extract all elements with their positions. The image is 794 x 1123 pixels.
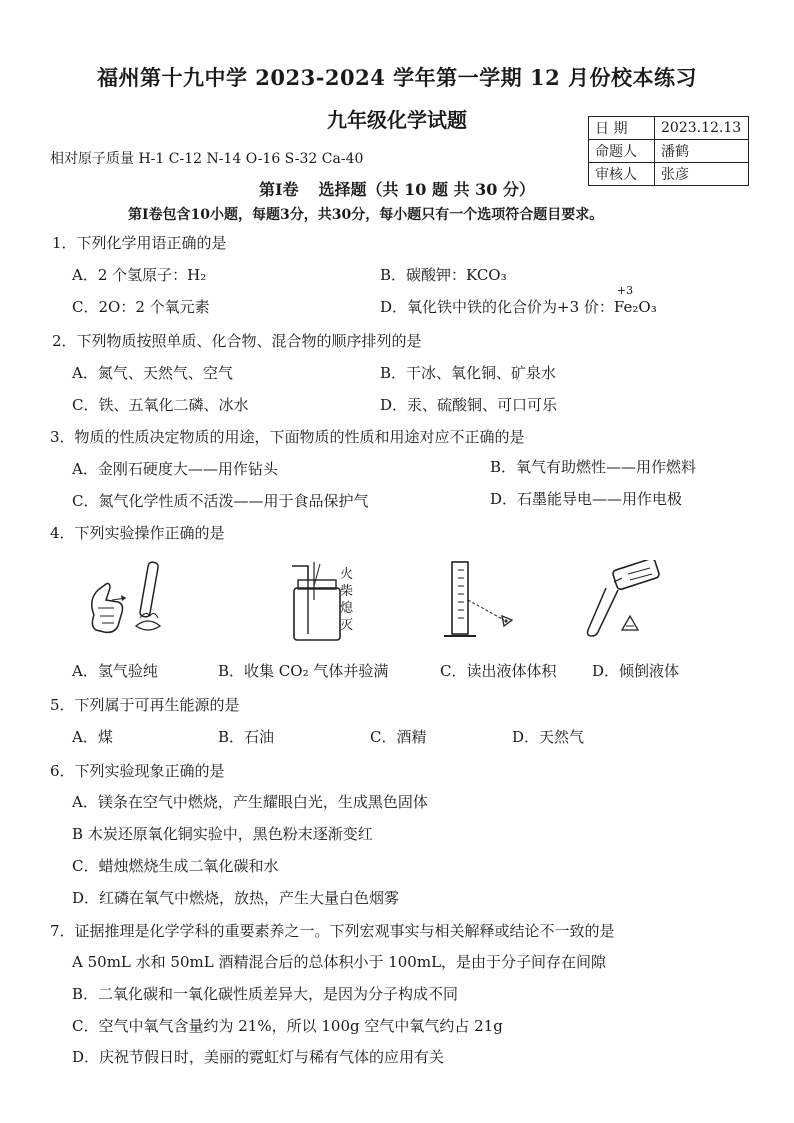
option-d: D．石墨能导电——用作电极 [490, 490, 683, 508]
exam-subtitle: 九年级化学试题 [327, 108, 467, 132]
option-c: C．酒精 [370, 728, 427, 746]
option-b: B．氧气有助燃性——用作燃料 [490, 458, 697, 476]
option-a: A．氮气、天然气、空气 [72, 364, 233, 382]
question-stem: 5．下列属于可再生能源的是 [50, 696, 240, 714]
exam-title: 福州第十九中学 2023-2024 学年第一学期 12 月份校本练习 [96, 65, 698, 90]
question-stem: 6．下列实验现象正确的是 [50, 762, 225, 780]
option-a: A．镁条在空气中燃烧，产生耀眼白光，生成黑色固体 [72, 793, 428, 811]
info-row-author [589, 140, 749, 163]
option-c: C．氮气化学性质不活泼——用于食品保护气 [72, 492, 369, 510]
section-note: 第Ⅰ卷包含10小题，每题3分，共30分，每小题只有一个选项符合题目要求。 [128, 207, 604, 223]
exam-info-table [588, 116, 749, 186]
formula-fe2o3 [613, 284, 657, 316]
option-c: C．铁、五氧化二磷、冰水 [72, 396, 249, 414]
question-stem: 7．证据推理是化学学科的重要素养之一。下列宏观事实与相关解释或结论不一致的是 [50, 922, 615, 940]
option-d: D．天然气 [512, 728, 585, 746]
option-a: A．煤 [72, 728, 113, 746]
option-d: D．倾倒液体 [592, 662, 680, 680]
option-c: C．读出液体体积 [440, 662, 557, 680]
info-label: 审核人 [589, 163, 655, 186]
section-part: 第Ⅰ卷 [259, 180, 299, 199]
question-stem: 2．下列物质按照单质、化合物、混合物的顺序排列的是 [52, 332, 422, 350]
match-extinguished-label: 火柴熄灭 [340, 567, 354, 633]
info-label: 命题人 [589, 140, 655, 163]
info-label: 日 期 [589, 117, 655, 140]
option-b: B 木炭还原氧化铜实验中，黑色粉末逐渐变红 [72, 825, 373, 843]
option-a: A．金刚石硬度大——用作钻头 [72, 460, 278, 478]
option-d: D．红磷在氧气中燃烧，放热，产生大量白色烟雾 [72, 889, 400, 907]
option-b: B．碳酸钾：KCO₃ [380, 266, 507, 284]
valence-mark: +3 [616, 284, 634, 297]
option-b: B．收集 CO₂ 气体并验满 [218, 662, 389, 680]
atomic-masses: 相对原子质量 H-1 C-12 N-14 O-16 S-32 Ca-40 [50, 151, 364, 167]
option-c: C．2O：2 个氧元素 [72, 298, 210, 316]
info-row-date [589, 117, 749, 140]
info-value: 潘鹤 [655, 140, 749, 163]
question-stem: 4．下列实验操作正确的是 [50, 524, 225, 542]
option-d-text: D．氧化铁中铁的化合价为+3 价： [380, 298, 614, 316]
section-heading [0, 177, 794, 200]
option-b: B．干冰、氧化铜、矿泉水 [380, 364, 557, 382]
option-a: A．氢气验纯 [72, 662, 158, 680]
option-a: A．2 个氢原子：H₂ [72, 266, 207, 284]
option-b: B．石油 [218, 728, 275, 746]
option-c: C．空气中氧气含量约为 21%，所以 100g 空气中氧气约占 21g [72, 1017, 503, 1035]
pouring-liquid-figure [578, 560, 678, 645]
option-a: A 50mL 水和 50mL 酒精混合后的总体积小于 100mL，是由于分子间存在间隙 [72, 953, 607, 971]
option-d: D．汞、硫酸铜、可口可乐 [380, 396, 558, 414]
option-b: B．二氧化碳和一氧化碳性质差异大，是因为分子构成不同 [72, 985, 459, 1003]
info-value: 2023.12.13 [655, 117, 749, 140]
question-stem: 3．物质的性质决定物质的用途，下面物质的性质和用途对应不正确的是 [50, 428, 525, 446]
option-d [380, 284, 657, 317]
cylinder-reading-figure [440, 560, 530, 645]
formula-text: Fe₂O₃ [613, 298, 657, 316]
info-value: 张彦 [655, 163, 749, 186]
hydrogen-test-figure [84, 560, 184, 645]
section-name: 选择题（共 10 题 共 30 分） [318, 180, 535, 199]
option-c: C．蜡烛燃烧生成二氧化碳和水 [72, 857, 279, 875]
question-stem: 1．下列化学用语正确的是 [52, 234, 227, 252]
option-d: D．庆祝节假日时，美丽的霓虹灯与稀有气体的应用有关 [72, 1048, 445, 1066]
